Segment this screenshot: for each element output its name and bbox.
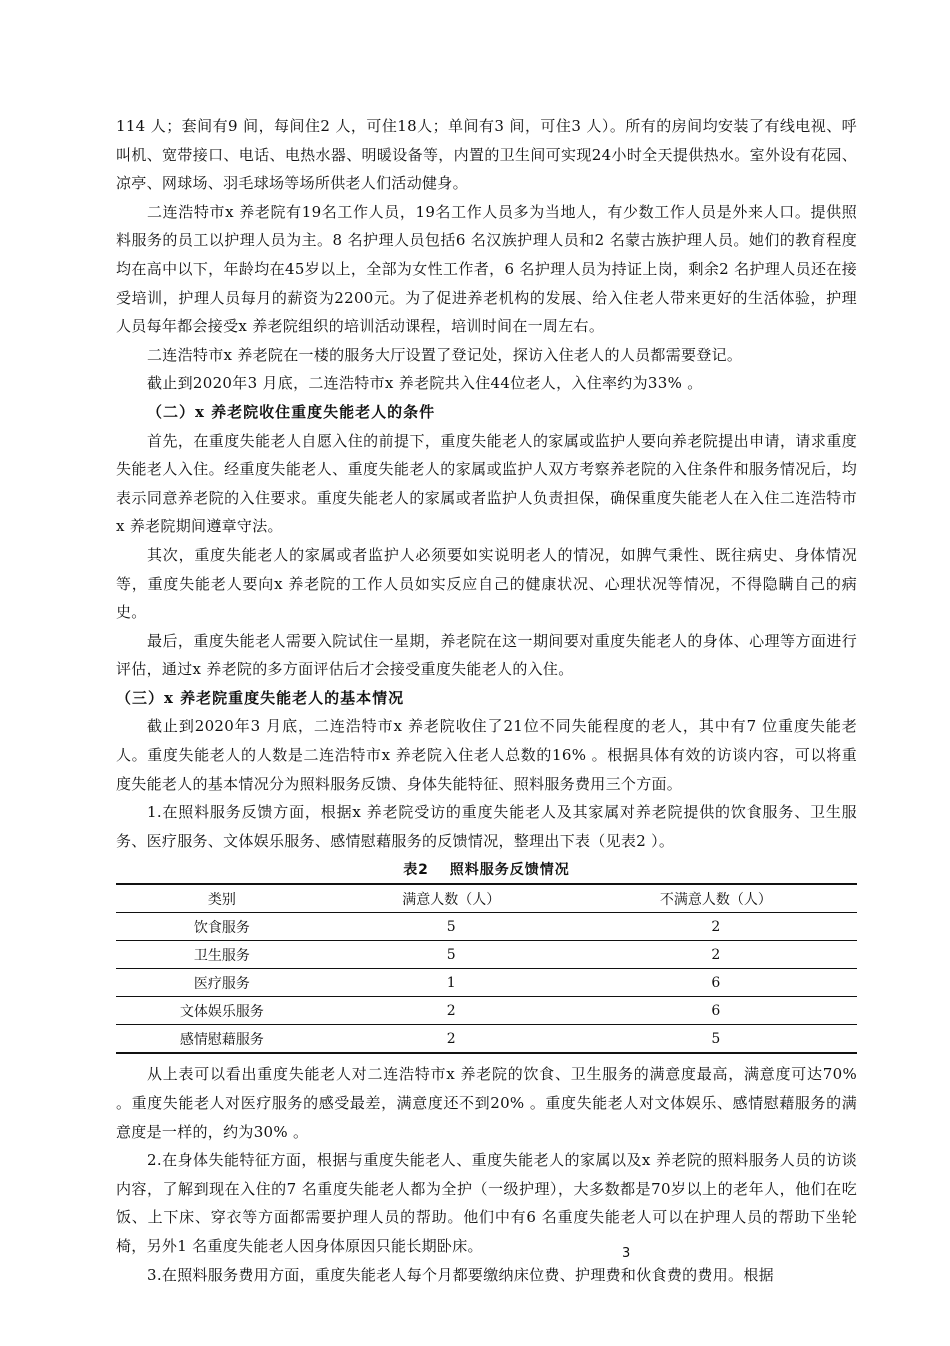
table-cell: 2 [575, 941, 857, 969]
table-cell: 1 [328, 969, 575, 997]
table-cell: 6 [575, 997, 857, 1025]
table-row [116, 969, 857, 997]
table-cell: 5 [328, 913, 575, 941]
table-title: 表2 照料服务反馈情况 [403, 862, 570, 879]
table-cell: 饮食服务 [116, 913, 328, 941]
table-cell: 2 [575, 913, 857, 941]
paragraph: 二连浩特市x 养老院有19名工作人员，19名工作人员多为当地人，有少数工作人员是外来人口。提供照料服务的员工以护理人员为主。8 名护理人员包括6 名汉族护理人员和2 名蒙古族护理人员。她们的教育程度均在高中以下，年龄均在45岁以上，全部为女性工作者，6 名护理人员为持证上岗，剩余2 名护理人员还在接受培训，护理人员每月的薪资为2200元。为了促进养老机构的发展、给入住老人带来更好的生活体验，护理人员每年都会接受x 养老院组织的培训活动课程，培训时间在一周左右。 [116, 202, 857, 336]
paragraph: 其次，重度失能老人的家属或者监护人必须要如实说明老人的情况，如脾气秉性、既往病史、身体情况等，重度失能老人要向x 养老院的工作人员如实反应自己的健康状况、心理状况等情况，不得隐瞒自己的病史。 [116, 545, 857, 622]
paragraphs-before-table [116, 112, 857, 855]
table-body [116, 913, 857, 1054]
paragraph: 截止到2020年3 月底，二连浩特市x 养老院共入住44位老人，入住率约为33% 。 [147, 374, 703, 393]
table-row [116, 1025, 857, 1054]
table-cell: 2 [328, 997, 575, 1025]
page-body [116, 112, 857, 1289]
table-cell: 医疗服务 [116, 969, 328, 997]
paragraph: 首先，在重度失能老人自愿入住的前提下，重度失能老人的家属或监护人要向养老院提出申请，请求重度失能老人入住。经重度失能老人、重度失能老人的家属或监护人双方考察养老院的入住条件和服务情况后，均表示同意养老院的入住要求。重度失能老人的家属或者监护人负责担保，确保重度失能老人在入住二连浩特市x 养老院期间遵章守法。 [116, 431, 857, 536]
table-cell: 5 [328, 941, 575, 969]
table-row [116, 941, 857, 969]
table-row [116, 913, 857, 941]
paragraph: 从上表可以看出重度失能老人对二连浩特市x 养老院的饮食、卫生服务的满意度最高，满意度可达70% 。重度失能老人对医疗服务的感受最差，满意度还不到20% 。重度失能老人对文体娱乐、感情慰藉服务的满意度是一样的，约为30% 。 [116, 1065, 857, 1141]
paragraph: 1.在照料服务反馈方面，根据x 养老院受访的重度失能老人及其家属对养老院提供的饮食服务、卫生服务、医疗服务、文体娱乐服务、感情慰藉服务的反馈情况，整理出下表（见表2 ）。 [116, 803, 857, 850]
paragraph: 3.在照料服务费用方面，重度失能老人每个月都要缴纳床位费、护理费和伙食费的费用。根据 [147, 1265, 774, 1284]
table-cell: 感情慰藉服务 [179, 1031, 264, 1048]
paragraphs-after-table [116, 1060, 857, 1289]
table-cell: 5 [711, 1030, 721, 1047]
paragraph: 二连浩特市x 养老院在一楼的服务大厅设置了登记处，探访入住老人的人员都需要登记。 [147, 345, 743, 364]
page-number: 3 [622, 1246, 631, 1261]
table-row [116, 997, 857, 1025]
table-cell: 2 [446, 1030, 456, 1047]
paragraph: 最后，重度失能老人需要入院试住一星期，养老院在这一期间要对重度失能老人的身体、心理等方面进行评估，通过x 养老院的多方面评估后才会接受重度失能老人的入住。 [116, 631, 857, 679]
paragraph: 114 人；套间有9 间，每间住2 人，可住18人；单间有3 间，可住3 人）。所有的房间均安装了有线电视、呼叫机、宽带接口、电话、电热水器、明暖设备等，内置的卫生间可实现24小时全天提供热水。室外设有花园、凉亭、网球场、羽毛球场等场所供老人们活动健身。 [116, 117, 857, 193]
feedback-table [116, 883, 857, 1054]
table-cell: 卫生服务 [116, 941, 328, 969]
column-header: 类别 [116, 884, 328, 913]
paragraph: 2.在身体失能特征方面，根据与重度失能老人、重度失能老人的家属以及x 养老院的照料服务人员的访谈内容，了解到现在入住的7 名重度失能老人都为全护（一级护理），大多数都是70岁以上的老年人，他们在吃饭、上下床、穿衣等方面都需要护理人员的帮助。他们中有6 名重度失能老人可以在护理人员的帮助下坐轮椅，另外1 名重度失能老人因身体原因只能长期卧床。 [116, 1151, 857, 1255]
column-header: 满意人数（人） [328, 884, 575, 913]
section-heading: （二）x 养老院收住重度失能老人的条件 [147, 402, 436, 421]
table-cell: 文体娱乐服务 [116, 997, 328, 1025]
table-header-row [116, 884, 857, 913]
table-cell: 6 [575, 969, 857, 997]
column-header: 不满意人数（人） [575, 884, 857, 913]
section-heading: （三）x 养老院重度失能老人的基本情况 [116, 688, 405, 707]
paragraph: 截止到2020年3 月底，二连浩特市x 养老院收住了21位不同失能程度的老人，其中有7 位重度失能老人。重度失能老人的人数是二连浩特市x 养老院入住老人总数的16% 。根据具体有效的访谈内容，可以将重度失能老人的基本情况分为照料服务反馈、身体失能特征、照料服务费用三个方面。 [116, 717, 857, 793]
